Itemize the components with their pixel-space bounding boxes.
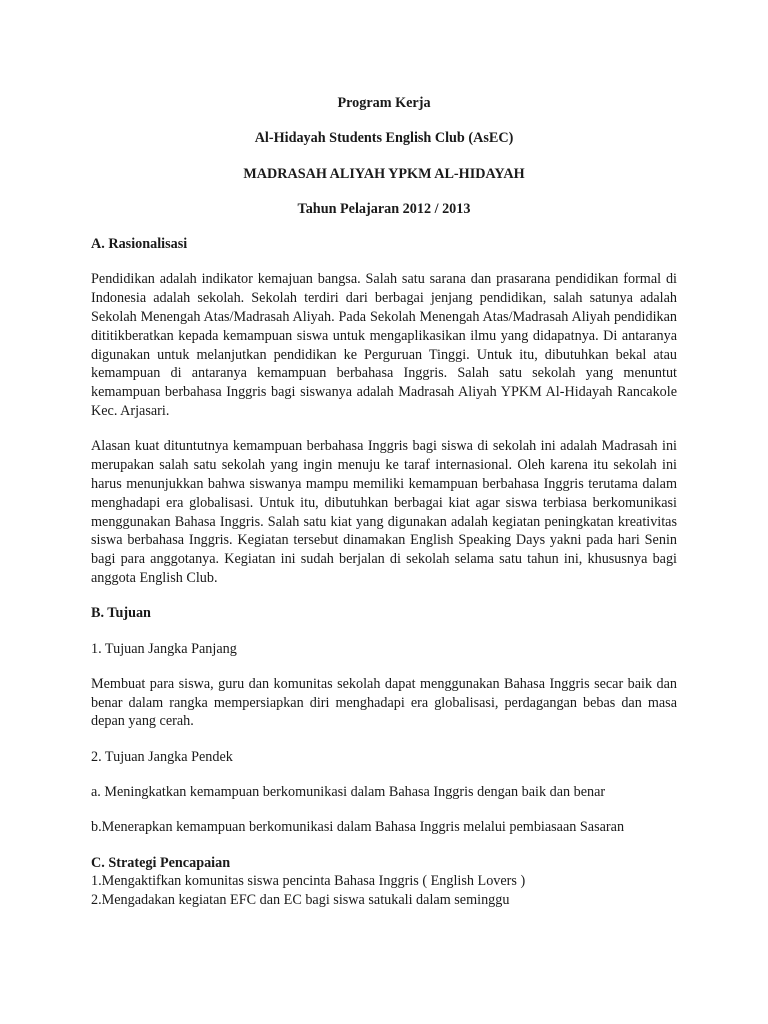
section-b-heading: B. Tujuan (91, 605, 151, 622)
short-term-goal-label: 2. Tujuan Jangka Pendek (91, 748, 233, 765)
document-title: Program Kerja (337, 95, 431, 111)
strategy-item-1: 1.Mengaktifkan komunitas siswa pencinta Bahasa Inggris ( English Lovers ) (91, 873, 526, 890)
club-name: Al-Hidayah Students English Club (AsEC) (254, 130, 514, 147)
section-c-heading: C. Strategi Pencapaian (91, 854, 231, 871)
section-a-paragraph-1: Pendidikan adalah indikator kemajuan bangsa. Salah satu sarana dan prasarana pendidikan formal di Indonesia adalah sekolah. Sekolah terdiri dari berbagai jenjang pendidikan, salah satunya adalah Sekolah Menengah Atas/Madrasah Aliyah. Pada Sekolah Menengah Atas/Madrasah Aliyah pendidikan dititikberatkan kepada kemampuan siswa untuk mengaplikasikan ilmu yang didapatnya. Di antaranya digunakan untuk melanjutkan pendidikan ke Perguruan Tinggi. Untuk itu, dibutuhkan bekal atau kemampuan di antaranya kemampuan berbahasa Inggris. Salah satu sekolah yang menuntut kemampuan berbahasa Inggris bagi siswanya adalah Madrasah Aliyah YPKM Al-Hidayah Rancakole Kec. Arjasari. (91, 271, 677, 420)
section-a-heading: A. Rasionalisasi (91, 236, 188, 253)
academic-year: Tahun Pelajaran 2012 / 2013 (297, 200, 471, 217)
school-name: MADRASAH ALIYAH YPKM AL-HIDAYAH (243, 165, 525, 182)
short-term-goal-b: b.Menerapkan kemampuan berkomunikasi dalam Bahasa Inggris melalui pembiasaan Sasaran (91, 819, 625, 836)
strategy-item-2: 2.Mengadakan kegiatan EFC dan EC bagi siswa satukali dalam seminggu (91, 892, 510, 909)
title-block (91, 94, 677, 219)
short-term-goal-a: a. Meningkatkan kemampuan berkomunikasi dalam Bahasa Inggris dengan baik dan benar (91, 784, 606, 801)
section-a-paragraph-2: Alasan kuat dituntutnya kemampuan berbahasa Inggris bagi siswa di sekolah ini adalah Madrasah ini merupakan salah satu sekolah yang ingin menuju ke taraf internasional. Oleh karena itu sekolah ini harus menunjukkan bahwa siswanya mampu memiliki kemampuan berbahasa Inggris terutama dalam menghadapi era globalisasi. Untuk itu, dibutuhkan berbagai kiat agar siswa terbiasa berkomunikasi menggunakan Bahasa Inggris. Salah satu kiat yang digunakan adalah kegiatan peningkatan kreativitas siswa berbahasa Inggris. Kegiatan tersebut dinamakan English Speaking Days yakni pada hari Senin bagi para anggotanya. Kegiatan ini sudah berjalan di sekolah selama satu tahun ini, khususnya bagi anggota English Club. (91, 438, 677, 586)
long-term-goal-label: 1. Tujuan Jangka Panjang (91, 640, 237, 657)
long-term-goal-text: Membuat para siswa, guru dan komunitas sekolah dapat menggunakan Bahasa Inggris secar baik dan benar dalam rangka mempersiapkan diri menghadapi era globalisasi, perdagangan bebas dan masa depan yang cerah. (91, 675, 677, 730)
